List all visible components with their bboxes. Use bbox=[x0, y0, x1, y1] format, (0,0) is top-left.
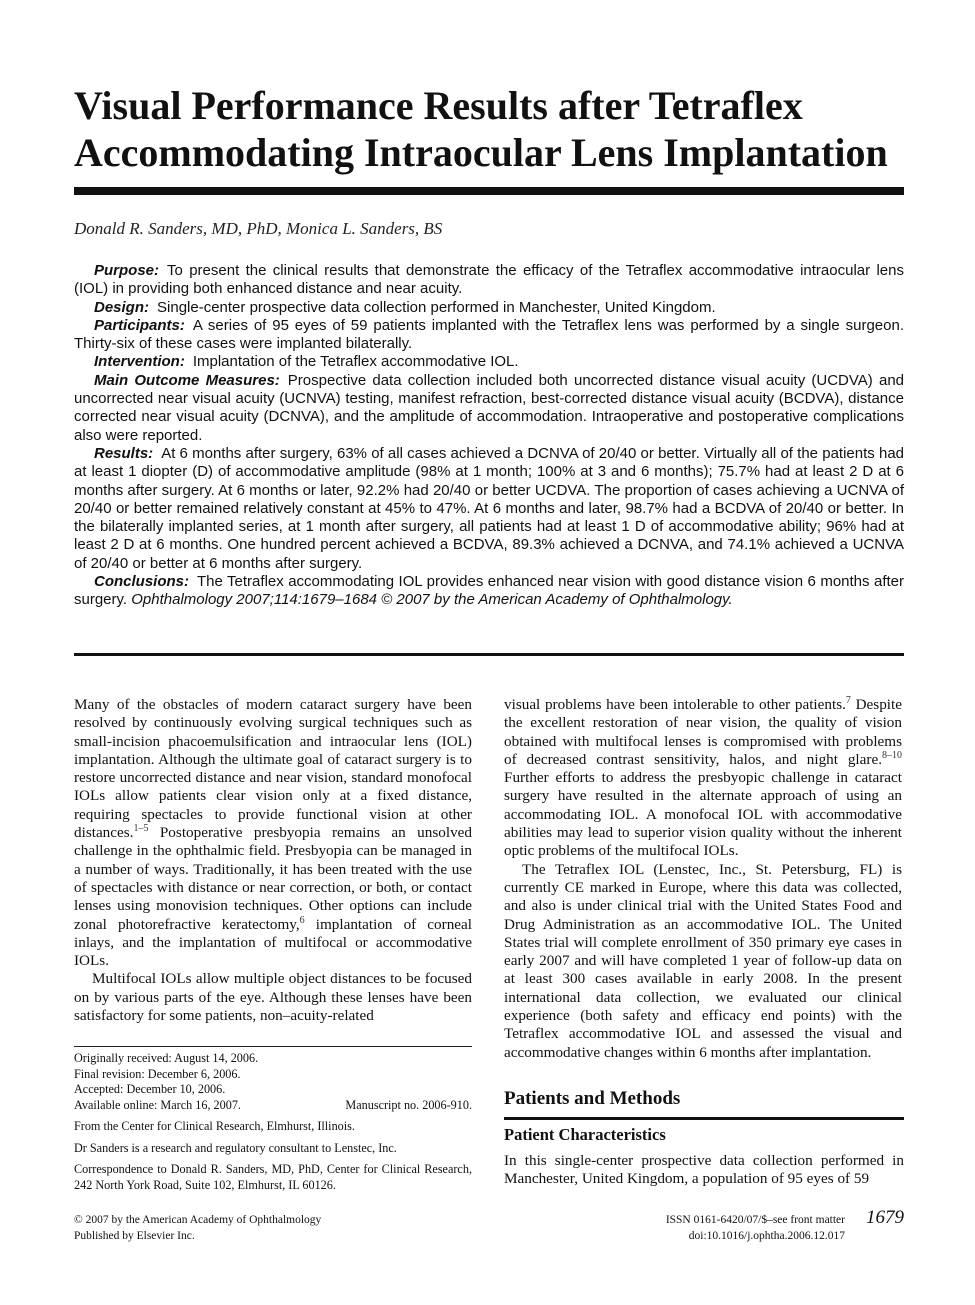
body-column-right bbox=[504, 696, 902, 1062]
outcomes-text: Prospective data collection included both uncorrected distance visual acuity (UCDVA) and uncorrected near visual acuity (UCNVA) testing, manifest refraction, best-corrected distance visual acuity (BCDVA), distance corrected near visual acuity (DCNVA), and the amplitude of accommodation. Intraoperative and postoperative complications also were reported. bbox=[74, 371, 905, 444]
online-date: Available online: March 16, 2007. bbox=[74, 1097, 241, 1112]
section-rule bbox=[504, 1117, 904, 1120]
intro-text-1a: Many of the obstacles of modern cataract surgery have been resolved by continuously evolving surgical techniques such as small-incision phacoemulsification and intraocular lens (IOL) implantation. Although the ultimate goal of cataract surgery is to restore uncorrected distance and near vision, standard monofocal IOLs allow patients clear vision only at a fixed distance, requiring spectacles to provide functional vision at other distances. bbox=[74, 696, 472, 842]
intro-paragraph-3 bbox=[504, 696, 902, 861]
section-heading: Patients and Methods bbox=[504, 1088, 681, 1109]
received-date: Originally received: August 14, 2006. bbox=[74, 1051, 259, 1065]
footer-left bbox=[74, 1213, 321, 1244]
copyright: © 2007 by the American Academy of Ophthalmology bbox=[74, 1214, 322, 1226]
intro-text-1c: implantation of corneal inlays, and the implantation of multifocal or accommodative IOLs. bbox=[74, 915, 472, 970]
conclusions-label: Conclusions: bbox=[94, 573, 190, 591]
abstract bbox=[74, 262, 904, 610]
footnotes bbox=[74, 1051, 472, 1193]
intro-text-3c: Further efforts to address the presbyopic challenge in cataract surgery have resulted in the alternate approach of using an accommodating IOL. A monofocal IOL with accommodative abilities may lead to superior vision quality without the inherent optic problems of the multifocal IOLs. bbox=[504, 769, 902, 860]
intro-paragraph-1 bbox=[74, 696, 472, 970]
abstract-rule bbox=[74, 653, 904, 656]
results-text: At 6 months after surgery, 63% of all cases achieved a DCNVA of 20/40 or better. Virtually all of the patients had at least 1 diopter (D) of accommodative amplitude (98% at 1 month; 100% at 3 and 6 months); 75.7% had at least 2 D at 6 months after surgery. At 6 months or later, 92.2% had 20/40 or better UCDVA. The proportion of cases achieving a UCNVA of 20/40 or better remained relatively constant at 45% to 47%. At 6 months and later, 98.7% had a BCDVA of 20/40 or better. In the bilaterally implanted series, at 1 month after surgery, all patients had at least 1 D of accommodative ability; 96% had at least 2 D at 6 months. One hundred percent achieved a BCDVA, 89.3% achieved a DCNVA, and 74.1% achieved a UCNVA of 20/40 or better at 6 months after surgery. bbox=[74, 444, 904, 572]
abstract-conclusions bbox=[74, 573, 904, 610]
purpose-text: To present the clinical results that demonstrate the efficacy of the Tetraflex accommodative intraocular lens (IOL) in providing both enhanced distance and near acuity. bbox=[74, 262, 904, 298]
subsection-heading: Patient Characteristics bbox=[504, 1125, 666, 1144]
abstract-results bbox=[74, 445, 904, 573]
intervention-label: Intervention: bbox=[94, 353, 185, 371]
affiliation: From the Center for Clinical Research, Elmhurst, Illinois. bbox=[74, 1119, 355, 1133]
reference-6[interactable]: 6 bbox=[299, 914, 305, 926]
footer-right bbox=[666, 1213, 845, 1244]
purpose-label: Purpose: bbox=[94, 262, 160, 279]
article-title bbox=[74, 82, 914, 176]
participants-label: Participants: bbox=[94, 316, 185, 334]
page-number: 1679 bbox=[866, 1207, 904, 1228]
title-rule bbox=[74, 187, 904, 195]
doi[interactable]: doi:10.1016/j.ophtha.2006.12.017 bbox=[688, 1229, 845, 1242]
abstract-purpose bbox=[74, 262, 904, 299]
abstract-participants bbox=[74, 317, 904, 354]
methods-column bbox=[504, 1152, 904, 1189]
journal-citation: Ophthalmology 2007;114:1679–1684 © 2007 by the American Academy of Ophthalmology. bbox=[131, 591, 733, 609]
intro-text-3b: Despite the excellent restoration of near vision, the quality of vision obtained with multifocal lenses is compromised with problems of decreased contrast sensitivity, halos, and night glare. bbox=[504, 696, 902, 768]
title-line-2: Accommodating Intraocular Lens Implantation bbox=[74, 130, 888, 175]
title-line-1: Visual Performance Results after Tetraflex bbox=[74, 83, 803, 128]
intro-text-1b: Postoperative presbyopia remains an unsolved challenge in the ophthalmic field. Presbyopia can be managed in a number of ways. Traditionally, it has been treated with the use of spectacles with distance or near correction, or both, or contact lenses using monovision techniques. Other options can include zonal photorefractive keratectomy, bbox=[74, 824, 472, 933]
outcomes-label: Main Outcome Measures: bbox=[94, 371, 280, 389]
design-label: Design: bbox=[94, 298, 150, 316]
accepted-date: Accepted: December 10, 2006. bbox=[74, 1082, 226, 1096]
intro-paragraph-4: The Tetraflex IOL (Lenstec, Inc., St. Petersburg, FL) is currently CE marked in Europe, where this data was collected, and also is under clinical trial with the United States Food and Drug Administration as an accommodative IOL. The United States trial will complete enrollment of 350 primary eye cases in early 2007 and will have completed 1 year of follow-up data on at least 300 cases available in early 2008. In the present international data collection, we evaluated our clinical experience (both safety and efficacy end points) with the Tetraflex accommodative IOL and assessed the visual and accommodative changes within 6 months after implantation. bbox=[504, 860, 902, 1061]
issn: ISSN 0161-6420/07/$–see front matter bbox=[665, 1214, 845, 1226]
intro-text-3a: visual problems have been intolerable to other patients. bbox=[504, 696, 846, 713]
design-text: Single-center prospective data collection performed in Manchester, United Kingdom. bbox=[157, 298, 716, 316]
results-label: Results: bbox=[94, 444, 154, 462]
reference-1-5[interactable]: 1–5 bbox=[133, 823, 149, 835]
disclosure: Dr Sanders is a research and regulatory consultant to Lenstec, Inc. bbox=[74, 1140, 397, 1155]
manuscript-number: Manuscript no. 2006-910. bbox=[345, 1097, 472, 1112]
correspondence: Correspondence to Donald R. Sanders, MD, PhD, Center for Clinical Research, 242 North York Road, Suite 102, Elmhurst, IL 60126. bbox=[74, 1162, 472, 1192]
intro-paragraph-2: Multifocal IOLs allow multiple object distances to be focused on by various parts of the eye. Although these lenses have been satisfactory for some patients, non–acuity-related bbox=[74, 970, 472, 1025]
reference-7[interactable]: 7 bbox=[845, 695, 851, 706]
intervention-text: Implantation of the Tetraflex accommodative IOL. bbox=[192, 353, 519, 371]
online-row bbox=[74, 1098, 472, 1114]
methods-paragraph-1: In this single-center prospective data collection performed in Manchester, United Kingdom, a population of 95 eyes of 59 bbox=[504, 1152, 904, 1188]
abstract-outcomes bbox=[74, 372, 904, 445]
abstract-intervention bbox=[74, 353, 904, 371]
footnote-rule bbox=[74, 1046, 472, 1047]
revision-date: Final revision: December 6, 2006. bbox=[74, 1066, 241, 1081]
publisher: Published by Elsevier Inc. bbox=[74, 1229, 195, 1242]
participants-text: A series of 95 eyes of 59 patients implanted with the Tetraflex lens was performed by a single surgeon. Thirty-six of these cases were implanted bilaterally. bbox=[74, 316, 904, 353]
author-list: Donald R. Sanders, MD, PhD, Monica L. Sanders, BS bbox=[74, 219, 443, 238]
conclusions-text: The Tetraflex accommodating IOL provides enhanced near vision with good distance vision 6 months after surgery. bbox=[74, 573, 904, 609]
reference-8-10[interactable]: 8–10 bbox=[882, 749, 902, 761]
abstract-design bbox=[74, 299, 904, 317]
body-column-left bbox=[74, 696, 472, 1025]
